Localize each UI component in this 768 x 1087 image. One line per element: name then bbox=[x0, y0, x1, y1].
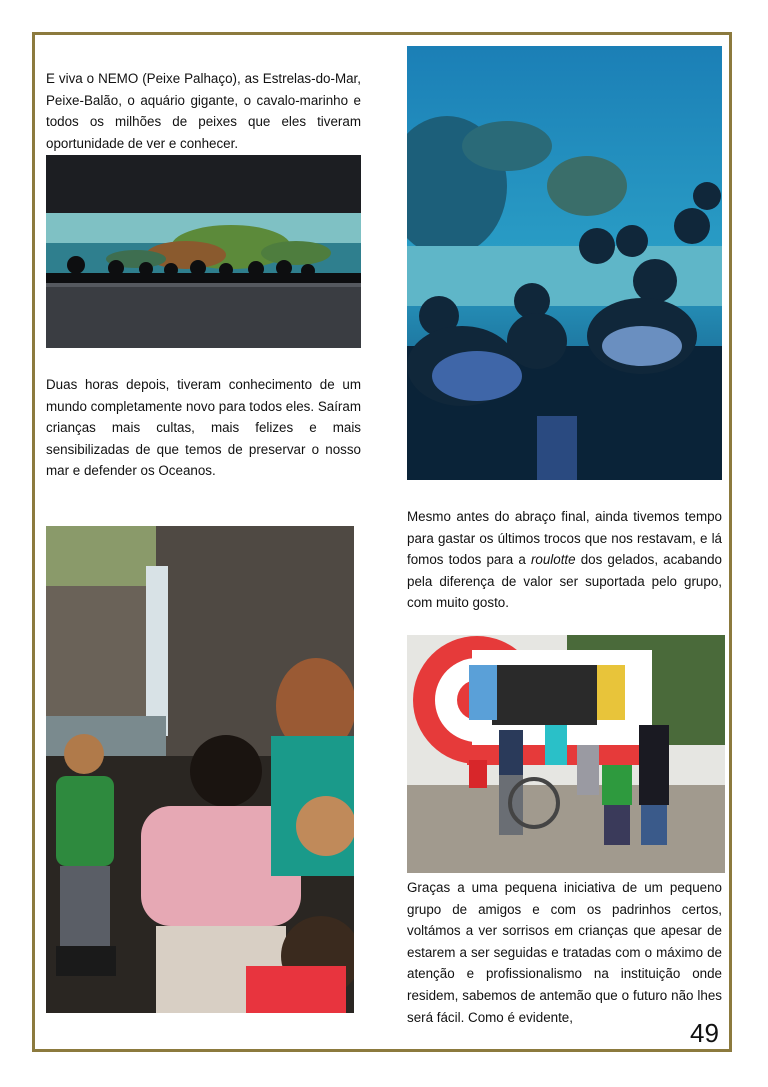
photo-waterfall-group bbox=[46, 526, 354, 1013]
photo-children-at-tank bbox=[407, 46, 722, 480]
paragraph-roulotte-emphasis: roulotte bbox=[530, 552, 576, 568]
paragraph-roulotte bbox=[407, 506, 722, 614]
paragraph-two-hours-later: Duas horas depois, tiveram conhecimento de um mundo completamente novo para todos eles. Saíram crianças mais cultas, mais felizes e mais sensibilizadas de que temos de preservar o nosso mar e defender os Oceanos. bbox=[46, 377, 361, 479]
paragraph-aquarium-intro: E viva o NEMO (Peixe Palhaço), as Estrelas-do-Mar, Peixe-Balão, o aquário gigante, o cavalo-marinho e todos os milhões de peixes que eles tiveram oportunidade de ver e conhecer. bbox=[46, 71, 361, 151]
paragraph-roulotte-part1: Mesmo antes do abraço final, ainda tivemos tempo para gastar os últimos trocos que nos restavam, e lá fomos todos para a bbox=[407, 509, 722, 568]
page-number: 49 bbox=[690, 1018, 719, 1048]
photo-ice-cream-roulotte bbox=[407, 635, 725, 873]
paragraph-roulotte-part2: dos gelados, acabando pela diferença de valor ser suportada pelo grupo, com muito gosto. bbox=[407, 552, 722, 611]
photo-aquarium-window bbox=[46, 155, 361, 348]
paragraph-closing: Graças a uma pequena iniciativa de um pequeno grupo de amigos e com os padrinhos certos, voltámos a ver sorrisos em crianças que apesar de estarem a ser seguidas e tratadas com o máximo de atenção e profissionalismo na instituição onde residem, sabemos de antemão que o futuro não lhes será fácil. Como é evidente, bbox=[407, 880, 722, 1025]
